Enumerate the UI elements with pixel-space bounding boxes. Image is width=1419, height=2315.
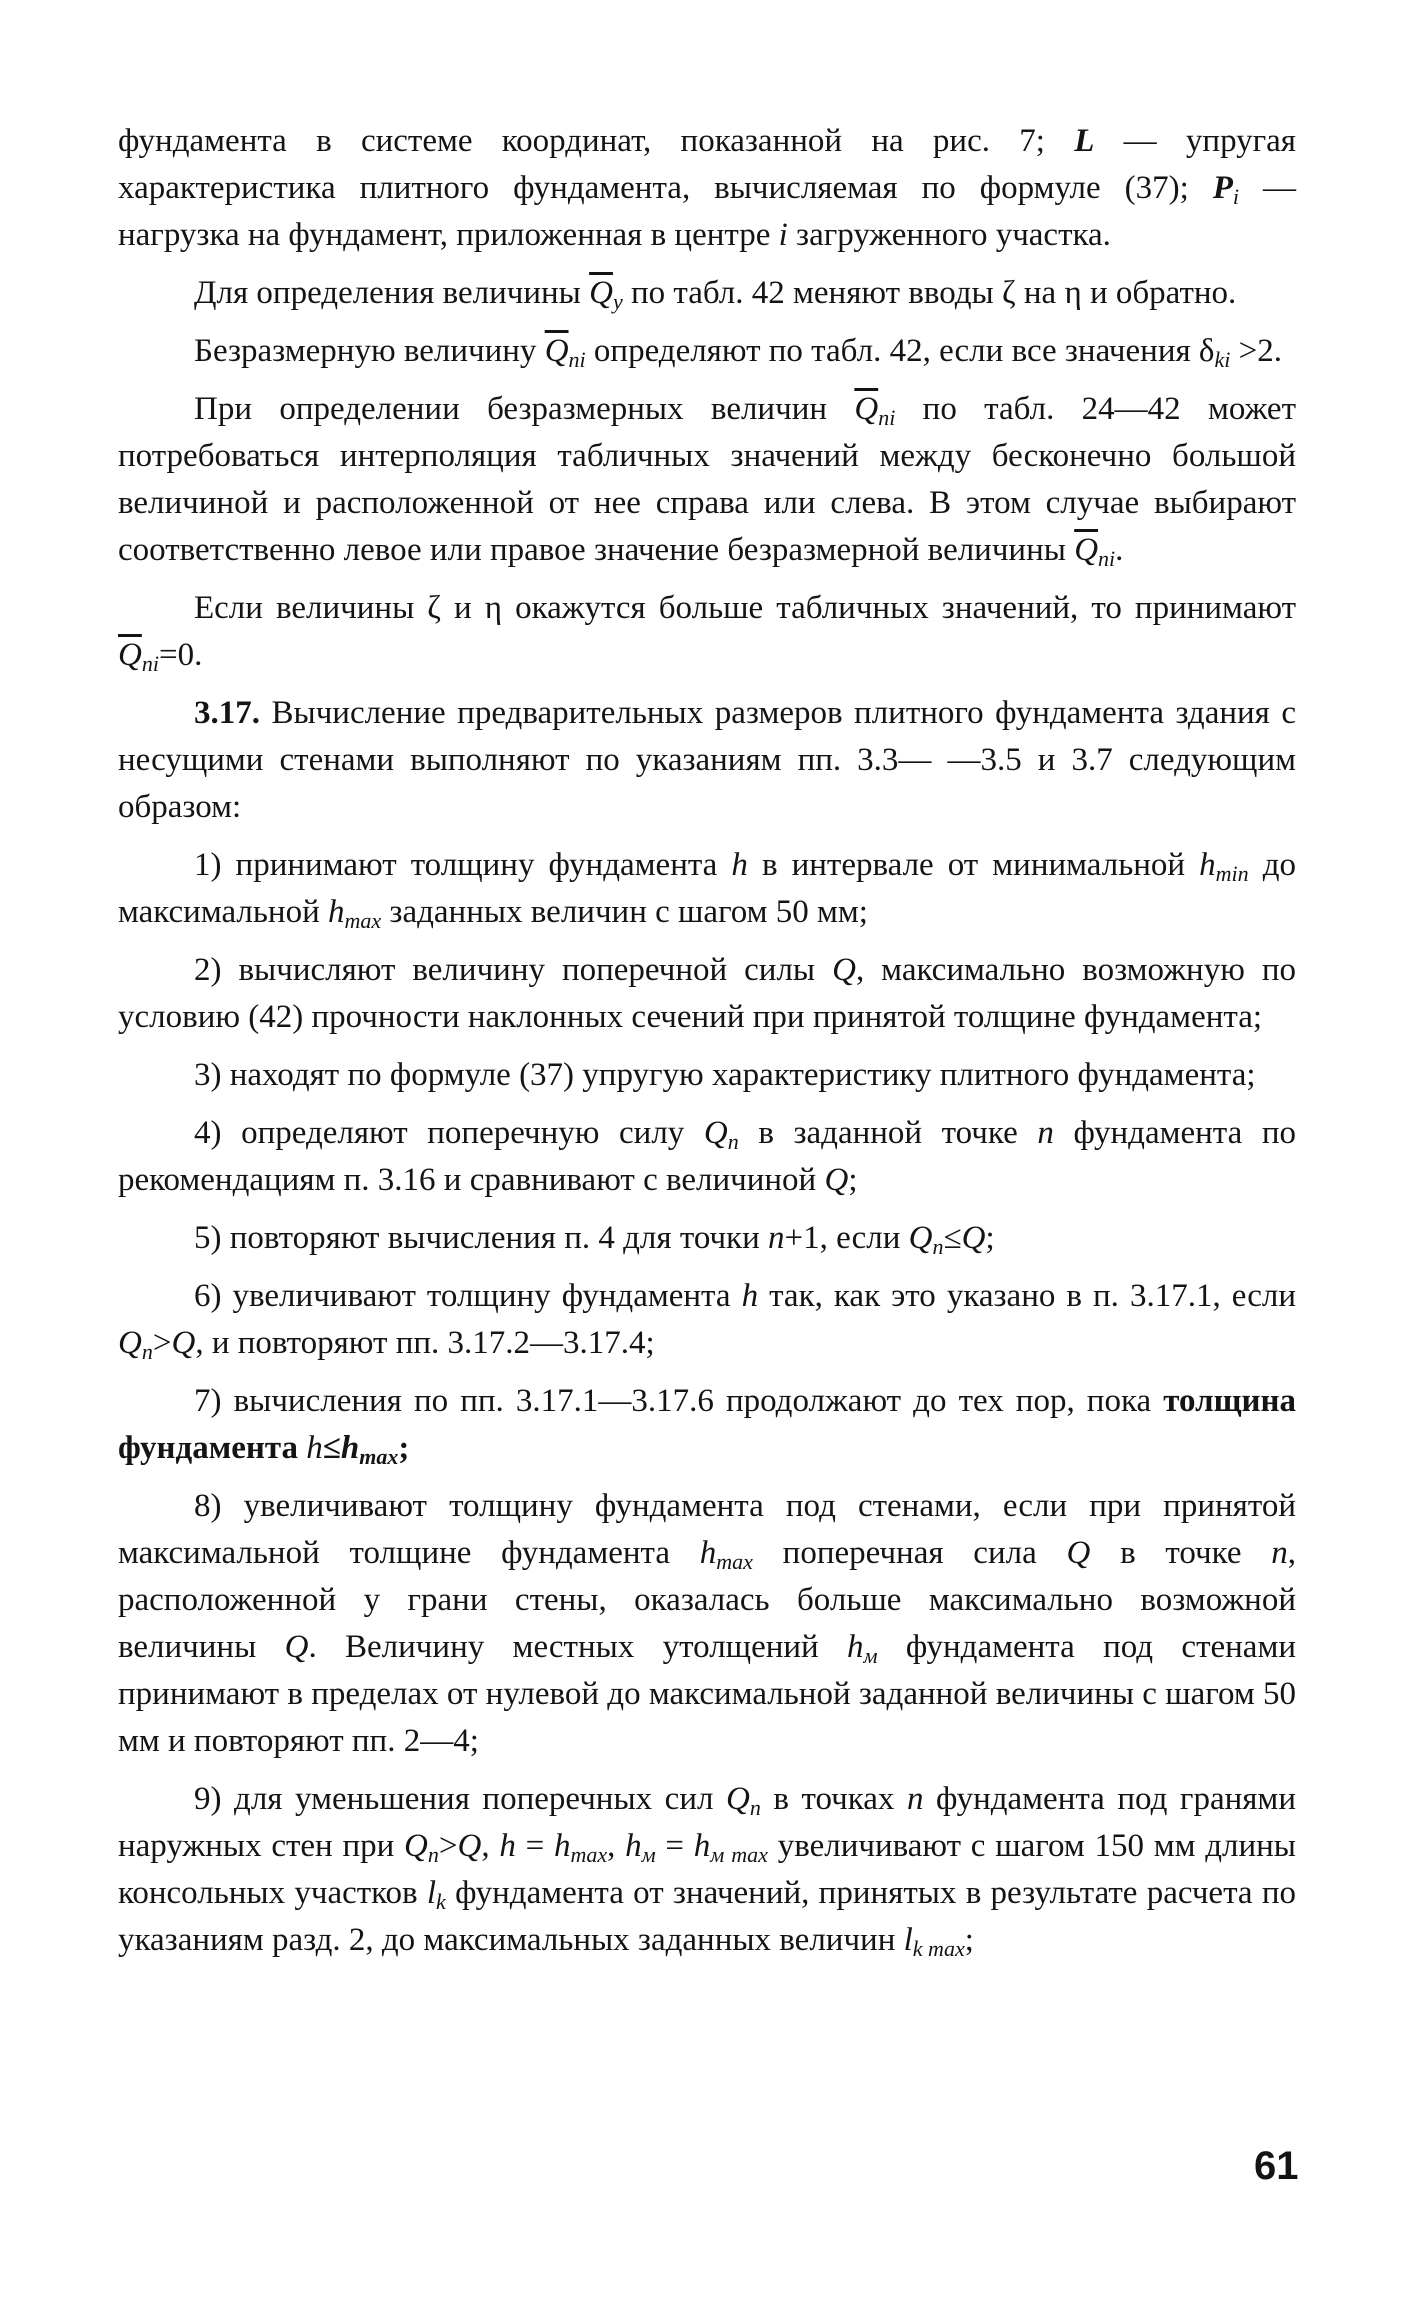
step-4: 4) определяют поперечную силу $Q_n$ в заданной точке n фундамента по рекомендациям п. 3.16 и сравнивают с величиной Q; xyxy=(118,1115,1297,1198)
paragraph-4: При определении безразмерных величин $\overline{Q}_{ni}$ по табл. 24—42 может потребоваться интерполяция табличных значений между бесконечно большой величиной и расположенной от нее справа или слева. В этом случае выбирают соответственно левое или правое значение безразмерной величины $\overline{Q}_{ni}$. xyxy=(118,391,1296,571)
step-3: 3) находят по формуле (37) упругую характеристику плитного фундамента; xyxy=(194,1057,1256,1093)
step-8: 8) увеличивают толщину фундамента под стенами, если при принятой максимальной толщине фундамента $h_{max}$ поперечная сила Q в точке n, расположенной у грани стены, оказалась больше максимально возможной величины Q. Величину местных утолщений $h_м$ фундамента под стенами принимают в пределах от нулевой до максимальной заданной величины с шагом 50 мм и повторяют пп. 2—4; xyxy=(118,1488,1296,1759)
step-7: 7) вычисления по пп. 3.17.1—3.17.6 продолжают до тех пор, пока толщина фундамента $h\le h_{max}$; xyxy=(118,1383,1296,1469)
step-6: 6) увеличивают толщину фундамента h так, как это указано в п. 3.17.1, если $Q_n>Q$, и повторяют пп. 3.17.2—3.17.4; xyxy=(118,1278,1296,1364)
paragraph-3: Безразмерную величину $\overline{Q}_{ni}$ определяют по табл. 42, если все значения $\delta_{ki} >2$. xyxy=(194,333,1282,372)
step-1: 1) принимают толщину фундамента h в интервале от минимальной $h_{min}$ до максимальной $h_{max}$ заданных величин с шагом 50 мм; xyxy=(118,847,1296,933)
section-number: 3.17. xyxy=(194,695,260,731)
step-5: 5) повторяют вычисления п. 4 для точки n+1, если $Q_n\le Q$; xyxy=(194,1220,995,1259)
section-3-17: 3.17. Вычисление предварительных размеров плитного фундамента здания с несущими стенами выполняют по указаниям пп. 3.3— —3.5 и 3.7 следующим образом: xyxy=(118,695,1296,825)
body-text xyxy=(118,118,1296,1975)
page-number: 61 xyxy=(1254,2144,1299,2188)
step-9: 9) для уменьшения поперечных сил $Q_n$ в точках n фундамента под гранями наружных стен при $Q_n>Q$, $h = h_{max}$, $h_м = h_{м max}$ увеличивают с шагом 150 мм длины консольных участков $l_k$ фундамента от значений, принятых в результате расчета по указаниям разд. 2, до максимальных заданных величин $l_{k max}$; xyxy=(118,1781,1296,1961)
paragraph-1: фундамента в системе координат, показанной на рис. 7; L — упругая характеристика плитного фундамента, вычисляемая по формуле (37); $P_i$ — нагрузка на фундамент, приложенная в центре i загруженного участка. xyxy=(118,123,1297,253)
step-2: 2) вычисляют величину поперечной силы Q, максимально возможную по условию (42) прочности наклонных сечений при принятой толщине фундамента; xyxy=(118,952,1296,1035)
paragraph-2: Для определения величины $\overline{Q}_y$ по табл. 42 меняют вводы ζ на η и обратно. xyxy=(194,275,1237,314)
paragraph-5: Если величины ζ и η окажутся больше табличных значений, то принимают $\overline{Q}_{ni}=0$. xyxy=(118,590,1296,676)
